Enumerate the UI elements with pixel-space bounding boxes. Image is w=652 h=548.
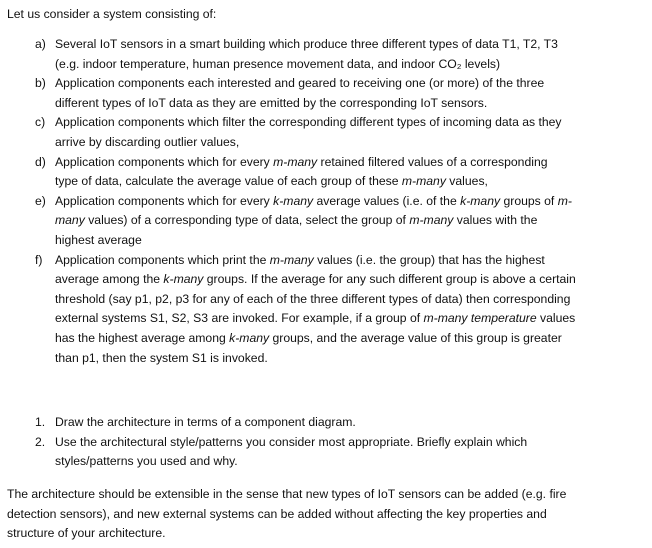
- italic-term: m-many: [273, 154, 318, 169]
- text-run: Use the architectural style/patterns you consider most appropriate. Briefly explain which: [55, 434, 528, 449]
- list-marker: c): [35, 115, 46, 130]
- list-marker: f): [35, 252, 43, 267]
- text-line: [55, 55, 558, 75]
- text-line: [55, 349, 576, 369]
- text-line: [55, 452, 527, 472]
- italic-term: m-many temperature: [423, 311, 537, 326]
- text-run: different types of IoT data as they are emitted by the corresponding IoT sensors.: [55, 95, 488, 110]
- text-line: [55, 413, 356, 433]
- text-run: external systems S1, S2, S3 are invoked. For example, if a group of: [55, 311, 424, 326]
- list-item-text: [55, 113, 562, 152]
- text-run: than p1, then the system S1 is invoked.: [55, 350, 268, 365]
- text-run: retained filtered values of a corresponding: [317, 154, 548, 169]
- list-marker: d): [35, 154, 46, 169]
- list-item-text: [55, 192, 572, 251]
- text-run: highest average: [55, 232, 142, 247]
- italic-term: k-many: [229, 330, 270, 345]
- closing-paragraph: [7, 485, 566, 544]
- text-run: average among the: [55, 272, 164, 287]
- text-line: [55, 251, 576, 271]
- text-run: groups. If the average for any such different group is above a certain: [203, 272, 576, 287]
- text-run: has the highest average among: [55, 330, 230, 345]
- italic-term: m-many: [269, 252, 314, 267]
- list-item-text: [55, 35, 558, 74]
- text-run: groups, and the average value of this group is greater: [269, 330, 562, 345]
- list-marker: e): [35, 193, 46, 208]
- list-item-text: [55, 433, 527, 472]
- text-line: [55, 433, 527, 453]
- italic-term: k-many: [163, 272, 204, 287]
- italic-term: m-many: [401, 174, 446, 189]
- italic-term: m-many: [409, 213, 454, 228]
- text-line: [55, 192, 572, 212]
- text-run: values) of a corresponding type of data, select the group of: [84, 213, 410, 228]
- text-run: Application components which for every: [55, 193, 274, 208]
- italic-term: m-: [557, 193, 572, 208]
- text-run: arrive by discarding outlier values,: [55, 134, 240, 149]
- text-run: groups of: [500, 193, 558, 208]
- text-line: [55, 74, 544, 94]
- text-run: values: [536, 311, 576, 326]
- text-line: [55, 133, 562, 153]
- list-marker: a): [35, 37, 46, 51]
- text-line: [55, 153, 548, 173]
- italic-term: k-many: [273, 193, 314, 208]
- text-run: Application components which for every: [55, 154, 274, 169]
- intro-text: Let us consider a system consisting of:: [7, 7, 217, 21]
- text-run: values,: [445, 174, 488, 189]
- text-line: [55, 231, 572, 251]
- text-run: average values (i.e. of the: [313, 193, 461, 208]
- text-line: [55, 329, 576, 349]
- text-run: type of data, calculate the average value of each group of these: [55, 174, 402, 189]
- text-line: [55, 113, 562, 133]
- text-run: Application components which filter the corresponding different types of incoming data as they: [55, 115, 562, 130]
- text-line: [55, 290, 576, 310]
- list-marker: 1.: [35, 415, 46, 429]
- text-run: styles/patterns you used and why.: [55, 454, 238, 469]
- text-run: Draw the architecture in terms of a component diagram.: [55, 415, 356, 429]
- text-line: [55, 94, 544, 114]
- list-item-text: [55, 413, 356, 433]
- list-marker: 2.: [35, 434, 46, 449]
- closing-line: The architecture should be extensible in the sense that new types of IoT sensors can be added (e.g. fire: [7, 487, 567, 501]
- text-run: (e.g. indoor temperature, human presence movement data, and indoor CO₂ levels): [55, 56, 501, 71]
- text-run: Application components each interested and geared to receiving one (or more) of the three: [55, 76, 545, 91]
- text-line: [55, 270, 576, 290]
- list-item-text: [55, 251, 576, 369]
- closing-line: detection sensors), and new external systems can be added without affecting the key properties and: [7, 506, 547, 521]
- list-item-text: [55, 74, 544, 113]
- text-run: Several IoT sensors in a smart building which produce three different types of data T1, T2, T3: [55, 37, 558, 51]
- text-line: [55, 211, 572, 231]
- text-line: [55, 35, 558, 55]
- text-run: values with the: [453, 213, 538, 228]
- list-item-text: [55, 153, 548, 192]
- italic-term: k-many: [460, 193, 501, 208]
- list-marker: b): [35, 76, 46, 91]
- italic-term: many: [55, 213, 85, 228]
- text-line: [55, 172, 548, 192]
- closing-line: structure of your architecture.: [7, 526, 166, 541]
- text-run: threshold (say p1, p2, p3 for any of each of the three different types of data) then corresponding: [55, 291, 571, 306]
- text-line: [55, 309, 576, 329]
- text-run: values (i.e. the group) that has the highest: [313, 252, 545, 267]
- text-run: Application components which print the: [55, 252, 270, 267]
